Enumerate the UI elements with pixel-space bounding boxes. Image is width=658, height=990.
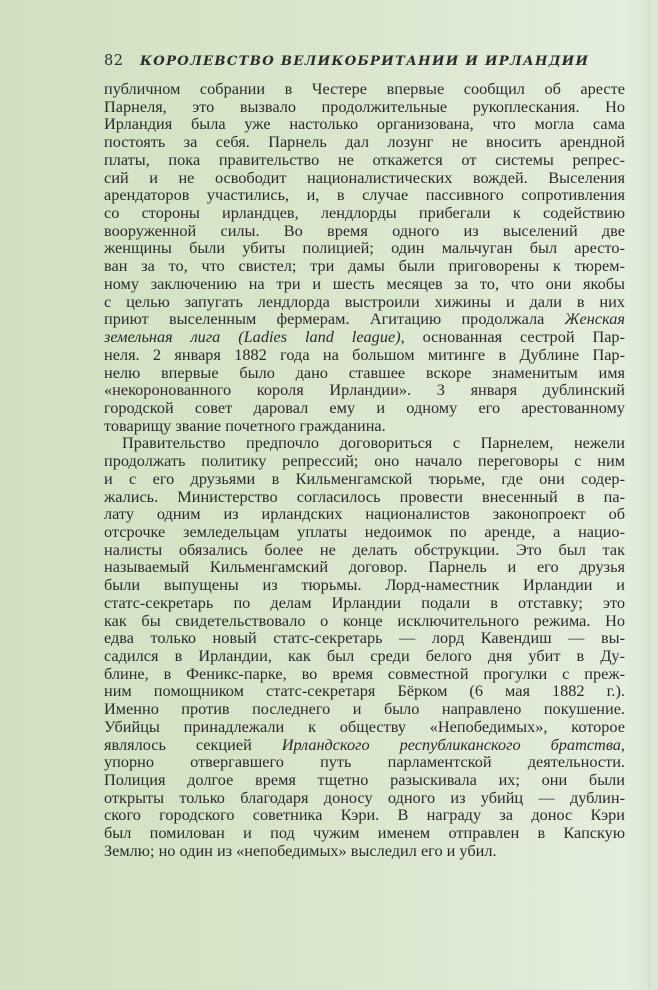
text-line: открыты только благодаря доносу одного из убийц — дублин-: [104, 787, 625, 807]
italic-term: Ирландского республиканского братства: [281, 734, 621, 754]
text-line: [104, 328, 625, 346]
text-line: называемый Кильменгамский договор. Парнель и его друзья: [104, 557, 625, 577]
text-line: сий и не освободит националистических вождей. Выселения: [104, 167, 625, 187]
text-segment: являлось секцией: [104, 734, 282, 754]
text-line: нелю впервые было дано ставшее вскоре знаменитым имя: [104, 362, 625, 382]
text-line: со стороны ирландцев, лендлорды прибегали к содействию: [104, 203, 625, 223]
text-line: Убийцы принадлежали к обществу «Непобедимых», которое: [104, 716, 625, 736]
text-line: Парнеля, это вызвало продолжительные рукоплескания. Но: [104, 96, 625, 116]
running-header: [104, 53, 624, 71]
text-line: были выпущены из тюрьмы. Лорд-наместник Ирландии и: [104, 575, 625, 595]
text-line: ван за то, что свистел; три дамы были приговорены к тюрем-: [104, 256, 625, 276]
text-line: арендаторов участились, и, в случае пассивного сопротивления: [104, 185, 625, 205]
text-line: упорно отвергавшего путь парламентской деятельности.: [104, 752, 625, 772]
text-segment: ,: [620, 734, 625, 754]
text-line: был помилован и под чужим именем отправлен в Капскую: [104, 823, 625, 843]
text-line: постоять за себя. Парнель дал лозунг не вносить арендной: [104, 132, 625, 152]
text-line: ним помощником статс-секретаря Бёрком (6 мая 1882 г.).: [104, 681, 625, 701]
text-line: с целью запугать лендлорда выстроили хижины и дали в них: [104, 291, 625, 311]
text-line: Полиция долгое время тщетно разыскивала их; они были: [104, 770, 625, 790]
text-line: Именно против последнего и было направлено покушение.: [104, 699, 625, 719]
text-line: едва только новый статс-секретарь — лорд Кавендиш — вы-: [104, 628, 625, 648]
text-line: лату одним из ирландских националистов законопроект об: [104, 504, 625, 524]
page-number: 82: [104, 53, 124, 69]
text-line: жались. Министерство согласилось провести внесенный в па-: [104, 486, 625, 506]
text-line: отсрочке земледельцам уплаты недоимок по аренде, а нацио-: [104, 521, 625, 541]
text-segment: приют выселенным фермерам. Агитацию продолжала: [104, 309, 565, 329]
italic-term: Женская: [564, 309, 625, 329]
text-line: статс-секретарь по делам Ирландии подали в отставку; это: [104, 592, 625, 612]
text-line: как бы свидетельствовало о конце исключительного режима. Но: [104, 610, 625, 630]
text-line: [104, 310, 625, 328]
text-line: неля. 2 января 1882 года на большом митинге в Дублине Пар-: [104, 344, 625, 364]
text-line: публичном собрании в Честере впервые сообщил об аресте: [104, 79, 625, 98]
text-line: «некоронованного короля Ирландии». 3 января дублинский: [104, 380, 625, 400]
running-title: КОРОЛЕВСТВО ВЕЛИКОБРИТАНИИ И ИРЛАНДИИ: [140, 54, 590, 69]
text-line: налисты обязались более не делать обструкции. Это был так: [104, 539, 625, 559]
text-line: платы, пока правительство не откажется от системы репрес-: [104, 149, 625, 169]
text-line: городской совет даровал ему и одному его арестованному: [104, 397, 625, 417]
text-line: ского городского советника Кэри. В награду за донос Кэри: [104, 805, 625, 825]
text-segment: , основанная сестрой Пар-: [400, 327, 625, 347]
text-line: [104, 736, 625, 754]
text-line: садился в Ирландии, как был среди белого дня убит в Ду-: [104, 646, 625, 665]
text-line: блине, в Феникс-парке, во время совместной прогулки с преж-: [104, 663, 625, 683]
text-line: женщины были убиты полицией; один мальчуган был аресто-: [104, 238, 625, 258]
text-line: продолжать политику репрессий; оно начало переговоры с ним: [104, 451, 625, 471]
text-line: Ирландия была уже настолько организована, что могла сама: [104, 114, 625, 134]
italic-term: земельная лига (Ladies land league): [104, 327, 401, 347]
page-edge: [649, 0, 650, 990]
text-line: вооруженной силы. Во время одного из выселений две: [104, 220, 625, 240]
paragraph-start-line: Правительство предпочло договориться с Парнелем, нежели: [122, 433, 625, 453]
text-line: и с его друзьями в Кильменгамской тюрьме, где они содер-: [104, 468, 625, 488]
text-line: ному заключению на три и шесть месяцев за то, что они якобы: [104, 273, 625, 293]
text-line: Землю; но один из «непобедимых» выследил его и убил.: [104, 840, 497, 860]
body-text: [104, 80, 625, 860]
text-line: товарищу звание почетного гражданина.: [104, 415, 386, 435]
